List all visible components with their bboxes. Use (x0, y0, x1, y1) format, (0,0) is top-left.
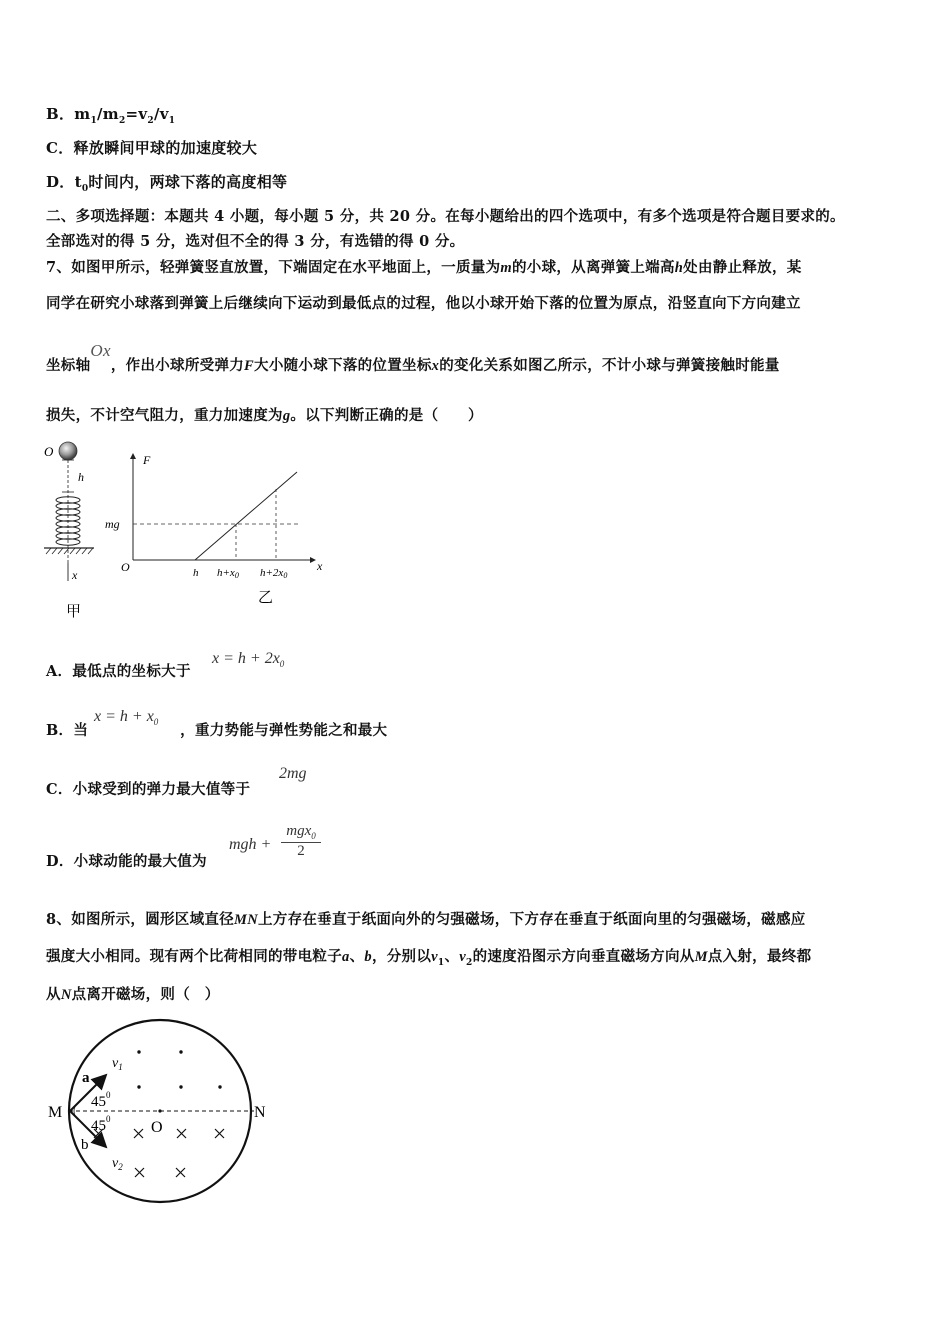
q7-option-c: C．小球受到的弹力最大值等于 (46, 781, 251, 798)
ball-icon (59, 442, 77, 460)
q7-line4: 损失，不计空气阻力，重力加速度为g。以下判断正确的是（ ） (46, 407, 483, 424)
yi-caption: 乙 (258, 590, 274, 606)
q7-option-a: A．最低点的坐标大于 (46, 663, 191, 680)
center-dot (158, 1109, 161, 1112)
tick-h: h (193, 567, 199, 579)
jia-caption: 甲 (66, 604, 82, 620)
section2-line1: 二、多项选择题：本题共 4 小题，每小题 5 分，共 20 分。在每小题给出的四个选项中，有多个选项是符合题目要求的。 (46, 208, 845, 225)
ground-hatch (46, 548, 93, 554)
q8-line3: 从N点离开磁场，则（ ） (46, 986, 220, 1003)
option-b-prev: B．$m_1/m_2=v_2/v_1$ (46, 105, 176, 126)
q7-option-b: B．当 ，重力势能与弹性势能之和最大 (46, 722, 388, 739)
fraction-numerator: mgx$_0$ (281, 823, 321, 843)
force-line (195, 472, 297, 560)
point-m-label: M (48, 1104, 63, 1121)
q8-line2: 强度大小相同。现有两个比荷相同的带电粒子a、b，分别以$v_1$、$v_2$的速度沿图示方向垂直磁场方向从M点入射，最终都 (46, 948, 812, 968)
figure-yi-graph (105, 448, 335, 608)
q7-option-b-math: $x = h + x_0$ (94, 708, 159, 728)
option-c-prev: C．释放瞬间甲球的加速度较大 (46, 139, 258, 157)
q7-option-a-math: $x = h + 2x_0$ (212, 650, 285, 670)
graph-origin-label: O (121, 560, 130, 574)
jia-x-label: x (72, 568, 78, 582)
jia-h-label: h (78, 470, 84, 484)
particle-a-label: a (82, 1070, 90, 1086)
figure-jia-spring (40, 438, 110, 628)
center-o-label: O (151, 1119, 163, 1136)
option-d-prev: D．$t_0$时间内，两球下落的高度相等 (46, 173, 288, 194)
q7-option-d-fraction (281, 823, 321, 860)
q8-line1: 8、如图所示，圆形区域直径MN上方存在垂直于纸面向外的匀强磁场，下方存在垂直于纸面向里的匀强磁场，磁感应 (46, 911, 806, 928)
v1-label: $v_1$ (112, 1056, 123, 1072)
v2-label: $v_2$ (112, 1156, 123, 1172)
x-axis-label: x (317, 559, 323, 573)
jia-origin-label: O (44, 444, 54, 459)
fraction-denominator: 2 (297, 843, 305, 859)
q7-option-d: D．小球动能的最大值为 (46, 853, 207, 870)
q7-line3: 坐标轴Ox，作出小球所受弹力F大小随小球下落的位置坐标x的变化关系如图乙所示，不计小球与弹簧接触时能量 (46, 341, 780, 374)
q7-option-d-math: mgh + (229, 836, 272, 853)
section2-line2: 全部选对的得 5 分，选对但不全的得 3 分，有选错的得 0 分。 (46, 233, 465, 250)
figure-q8-magnetic-field (40, 1010, 280, 1220)
tick-h-x0: h+x0 (217, 567, 239, 580)
particle-b-label: b (81, 1137, 89, 1153)
angle-lower: $45^0$ (91, 1114, 111, 1134)
tick-h-2x0: h+2x0 (260, 567, 288, 580)
field-out-dots (137, 1050, 221, 1088)
point-n-label: N (254, 1104, 266, 1121)
angle-upper: $45^0$ (91, 1090, 111, 1110)
q7-line2: 同学在研究小球落到弹簧上后继续向下运动到最低点的过程，他以小球开始下落的位置为原点，沿竖直向下方向建立 (46, 295, 801, 312)
q7-option-c-math: 2mg (279, 765, 307, 782)
mg-label: mg (105, 517, 120, 531)
y-axis-label: F (143, 453, 151, 467)
q7-line1: 7、如图甲所示，轻弹簧竖直放置，下端固定在水平地面上，一质量为m的小球，从离弹簧上端高h处由静止释放，某 (46, 259, 802, 276)
